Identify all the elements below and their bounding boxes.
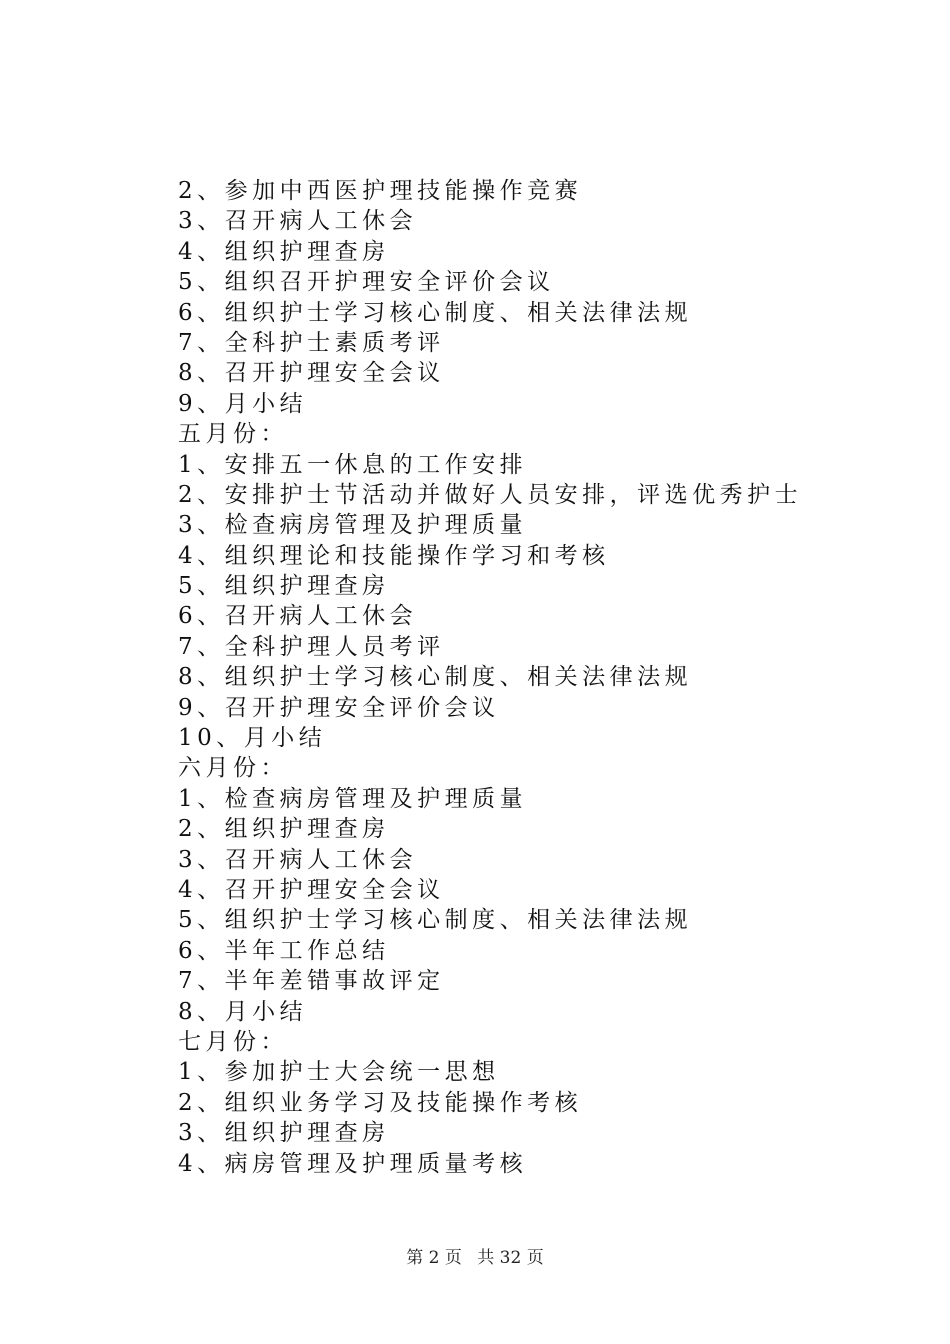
text-line: 2、组织护理查房 <box>178 816 390 843</box>
text-line: 8、月小结 <box>178 998 308 1025</box>
text-line: 8、组织护士学习核心制度、相关法律法规 <box>178 664 693 691</box>
text-line: 6、召开病人工休会 <box>178 603 418 630</box>
text-line: 4、组织理论和技能操作学习和考核 <box>178 542 610 569</box>
text-line: 6、半年工作总结 <box>178 937 390 964</box>
text-line: 7、半年差错事故评定 <box>178 968 445 995</box>
text-line: 9、月小结 <box>178 390 308 417</box>
section-heading-july: 七月份： <box>178 1028 288 1055</box>
text-line: 3、检查病房管理及护理质量 <box>178 512 528 539</box>
text-line: 2、参加中西医护理技能操作竞赛 <box>178 178 583 204</box>
text-line: 5、组织护理查房 <box>178 573 390 600</box>
text-line: 1、参加护士大会统一思想 <box>178 1059 500 1086</box>
text-line: 6、组织护士学习核心制度、相关法律法规 <box>178 299 693 326</box>
text-line: 7、全科护理人员考评 <box>178 633 445 660</box>
text-line: 4、组织护理查房 <box>178 238 390 265</box>
text-line: 3、召开病人工休会 <box>178 208 418 235</box>
text-line: 3、组织护理查房 <box>178 1120 390 1147</box>
text-line: 5、组织护士学习核心制度、相关法律法规 <box>178 907 693 934</box>
text-line: 4、召开护理安全会议 <box>178 876 445 903</box>
text-line: 7、全科护士素质考评 <box>178 329 445 356</box>
page-number: 第 2 页 <box>406 1248 462 1268</box>
text-line: 3、召开病人工休会 <box>178 846 418 873</box>
page-footer <box>0 1243 950 1268</box>
text-line: 10、月小结 <box>178 725 327 752</box>
text-line: 2、安排护士节活动并做好人员安排，评选优秀护士 <box>178 481 803 508</box>
section-heading-may: 五月份： <box>178 421 288 448</box>
text-line: 1、安排五一休息的工作安排 <box>178 451 528 478</box>
text-line: 2、组织业务学习及技能操作考核 <box>178 1089 583 1116</box>
page-total: 共 32 页 <box>477 1248 544 1268</box>
text-line: 8、召开护理安全会议 <box>178 360 445 387</box>
document-body <box>178 176 878 1179</box>
section-heading-june: 六月份： <box>178 755 288 782</box>
text-line: 5、组织召开护理安全评价会议 <box>178 269 555 296</box>
text-line: 9、召开护理安全评价会议 <box>178 694 500 721</box>
text-line: 4、病房管理及护理质量考核 <box>178 1150 528 1177</box>
text-line: 1、检查病房管理及护理质量 <box>178 785 528 812</box>
